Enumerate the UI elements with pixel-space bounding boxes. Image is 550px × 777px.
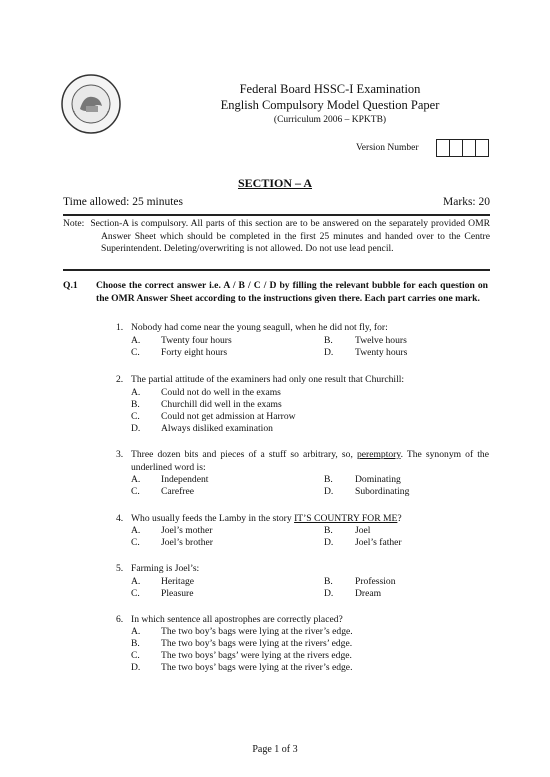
stem-text: . The synonym of the underlined word is: xyxy=(131,449,489,473)
version-number-label: Version Number xyxy=(356,143,419,153)
option-letter: B. xyxy=(324,474,333,485)
divider xyxy=(63,269,490,271)
option-letter: D. xyxy=(131,662,141,673)
option-text: Forty eight hours xyxy=(161,347,228,358)
option-text: Joel’s brother xyxy=(161,537,213,548)
question-number: Q.1 xyxy=(63,280,78,291)
option-text: Joel’s father xyxy=(355,537,402,548)
marks-total: Marks: 20 xyxy=(443,196,490,208)
option-letter: D. xyxy=(324,486,334,497)
option-letter: D. xyxy=(324,537,334,548)
option-letter: A. xyxy=(131,626,141,637)
option-text: Joel’s mother xyxy=(161,525,213,536)
option-text: Always disliked examination xyxy=(161,423,273,434)
option-text: Pleasure xyxy=(161,588,194,599)
option-letter: C. xyxy=(131,588,140,599)
underlined-story-title: IT’S COUNTRY FOR ME xyxy=(294,513,398,524)
option-text: Could not get admission at Harrow xyxy=(161,411,296,422)
option-letter: B. xyxy=(131,638,140,649)
option-text: Carefree xyxy=(161,486,195,497)
option-text: Subordinating xyxy=(355,486,410,497)
item-stem: The partial attitude of the examiners had only one result that Churchill: xyxy=(131,374,405,385)
option-text: Heritage xyxy=(161,576,195,587)
version-box xyxy=(475,139,489,157)
page-number-footer: Page 1 of 3 xyxy=(252,744,298,755)
option-letter: D. xyxy=(131,423,141,434)
option-text: Could not do well in the exams xyxy=(161,387,281,398)
item-number: 5. xyxy=(116,563,124,574)
section-title: SECTION – A xyxy=(237,176,313,190)
option-text: Independent xyxy=(161,474,209,485)
item-stem: Farming is Joel’s: xyxy=(131,563,200,574)
stem-text: Three dozen bits and pieces of a stuff so arbitrary, so, xyxy=(131,449,357,460)
option-letter: B. xyxy=(324,525,333,536)
federal-board-seal-logo xyxy=(60,73,122,135)
option-letter: C. xyxy=(131,411,140,422)
option-text: Churchill did well in the exams xyxy=(161,399,282,410)
stem-text: Who usually feeds the Lamby in the story xyxy=(131,513,295,524)
item-stem: Nobody had come near the young seagull, when he did not fly, for: xyxy=(131,322,388,333)
item-number: 3. xyxy=(116,449,124,460)
version-box xyxy=(449,139,463,157)
note-label: Note: xyxy=(63,218,85,229)
option-text: The two boys’ bags’ were lying at the rivers edge. xyxy=(161,650,352,661)
option-letter: C. xyxy=(131,537,140,548)
option-text: The two boy’s bags were lying at the rivers’ edge. xyxy=(161,638,353,649)
item-stem: In which sentence all apostrophes are correctly placed? xyxy=(131,614,343,625)
item-number: 2. xyxy=(116,374,124,385)
version-box xyxy=(436,139,450,157)
exam-board-title: Federal Board HSSC-I Examination xyxy=(239,82,421,96)
item-stem xyxy=(131,513,459,526)
paper-title: English Compulsory Model Question Paper xyxy=(220,98,440,112)
option-text: Profession xyxy=(355,576,396,587)
option-letter: A. xyxy=(131,525,141,536)
version-number-boxes xyxy=(437,139,489,157)
option-text: The two boys’ bags were lying at the river’s edge. xyxy=(161,662,353,673)
curriculum-label: (Curriculum 2006 – KPKTB) xyxy=(273,115,387,125)
option-letter: B. xyxy=(131,399,140,410)
item-number: 1. xyxy=(116,322,124,333)
option-letter: A. xyxy=(131,335,141,346)
option-letter: D. xyxy=(324,347,334,358)
option-text: Twenty hours xyxy=(355,347,408,358)
item-number: 6. xyxy=(116,614,124,625)
option-letter: C. xyxy=(131,347,140,358)
divider xyxy=(63,214,490,216)
option-letter: B. xyxy=(324,576,333,587)
option-letter: C. xyxy=(131,486,140,497)
option-text: Joel xyxy=(355,525,371,536)
stem-text: ? xyxy=(397,513,402,524)
item-stem xyxy=(131,449,489,474)
option-letter: A. xyxy=(131,387,141,398)
option-text: Twenty four hours xyxy=(161,335,232,346)
option-letter: A. xyxy=(131,576,141,587)
option-letter: A. xyxy=(131,474,141,485)
note-block xyxy=(63,218,490,256)
time-allowed: Time allowed: 25 minutes xyxy=(63,196,184,208)
note-text: Section-A is compulsory. All parts of this section are to be answered on the separately provided OMR Answer Sheet which should be completed in the first 25 minutes and handed over to the Centre Superintendent. Deleting/overwriting is not allowed. Do not use lead pencil. xyxy=(90,218,490,255)
option-text: Dominating xyxy=(355,474,401,485)
option-letter: D. xyxy=(324,588,334,599)
option-text: The two boy’s bags were lying at the river’s edge. xyxy=(161,626,353,637)
underlined-word: peremptory xyxy=(356,449,401,460)
option-text: Dream xyxy=(355,588,382,599)
option-text: Twelve hours xyxy=(355,335,407,346)
option-letter: B. xyxy=(324,335,333,346)
item-number: 4. xyxy=(116,513,124,524)
option-letter: C. xyxy=(131,650,140,661)
version-box xyxy=(462,139,476,157)
question-instruction: Choose the correct answer i.e. A / B / C / D by filling the relevant bubble for each question on the OMR Answer Sheet according to the instructions given there. Each part carries one mark. xyxy=(96,280,488,304)
